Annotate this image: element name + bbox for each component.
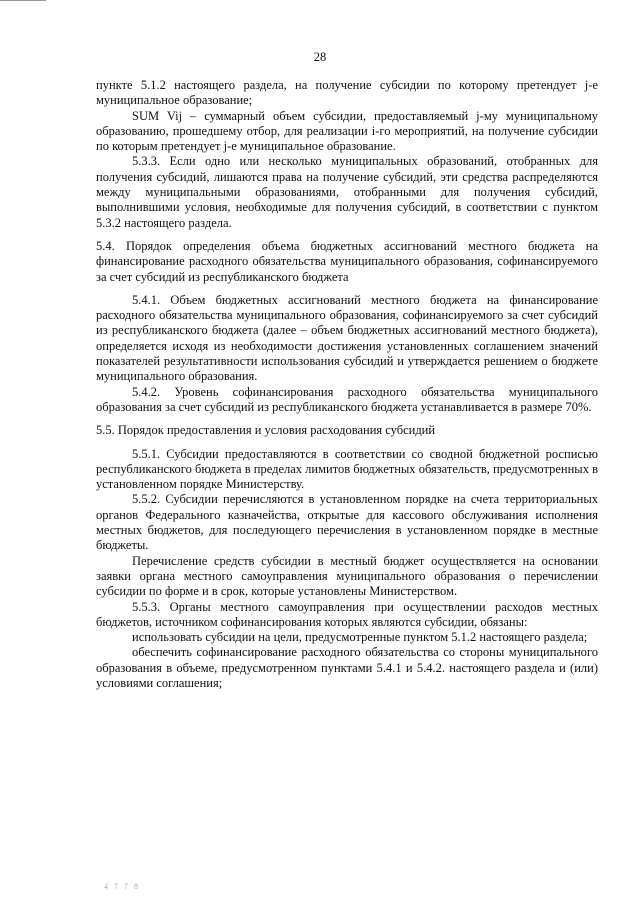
paragraph-transfer: Перечисление средств субсидии в местный бюджет осуществляется на основании заявки органа местного самоуправления муниципального образования о перечислении субсидии по форме и в срок, которые установлены Министерством. [96,553,598,599]
list-item-use-subsidies: использовать субсидии на цели, предусмотренные пунктом 5.1.2 настоящего раздела; [132,630,588,645]
paragraph-5-5-2: 5.5.2. Субсидии перечисляются в установленном порядке на счета территориальных органов Федерального казначейства, открытые для кассового обслуживания исполнения местных бюджетов, для последующего перечисления в установленном порядке в местные бюджеты. [96,492,598,553]
paragraph-continuation: пункте 5.1.2 настоящего раздела, на получение субсидии по которому претендует j-е муниципальное образование; [96,78,598,108]
paragraph-5-3-3: 5.3.3. Если одно или несколько муниципальных образований, отобранных для получения субсидий, лишаются права на получение субсидий, эти средства распределяются между муниципальными образованиями, отобранными для получения субсидий, выполнившими условия, необходимые для получения субсидий, в соответствии с пунктом 5.3.2 настоящего раздела. [96,154,598,230]
list-item-cofinancing: обеспечить софинансирование расходного обязательства со стороны муниципального образования в объеме, предусмотренном пунктами 5.4.1 и 5.4.2. настоящего раздела и (или) условиями соглашения; [96,645,598,690]
paragraph-5-4-1: 5.4.1. Объем бюджетных ассигнований местного бюджета на финансирование расходного обязательства муниципального образования, софинансируемого за счет субсидий из республиканского бюджета (далее – объем бюджетных ассигнований местного бюджета), определяется исходя из необходимости достижения установленных соглашением значений показателей результативности использования субсидий и утверждается решением о бюджете муниципального образования. [96,292,598,384]
paragraph-5-5-3: 5.5.3. Органы местного самоуправления при осуществлении расходов местных бюджетов, источником софинансирования которых являются субсидии, обязаны: [96,599,598,629]
section-heading-5-5: 5.5. Порядок предоставления и условия расходования субсидий [96,423,436,438]
paragraph-5-5-1: 5.5.1. Субсидии предоставляются в соответствии со сводной бюджетной росписью республиканского бюджета в пределах лимитов бюджетных обязательств, предусмотренных в установленном порядке Министерству. [96,446,598,492]
footer-scan-mark: 4 7 7 8 [104,882,140,891]
paragraph-sum-definition: SUM Vij – суммарный объем субсидии, предоставляемый j-му муниципальному образованию, прошедшему отбор, для реализации i-го мероприятий, на получение субсидии по которым претендует j-е муниципальное образование. [96,108,598,154]
section-heading-5-4: 5.4. Порядок определения объема бюджетных ассигнований местного бюджета на финансирование расходного обязательства муниципального образования, софинансируемого за счет субсидий из республиканского бюджета [96,238,598,284]
paragraph-5-4-2: 5.4.2. Уровень софинансирования расходного обязательства муниципального образования за счет субсидий из республиканского бюджета устанавливается в размере 70%. [96,384,598,414]
scan-edge-mark [0,0,46,5]
document-body [96,78,598,691]
page-number: 28 [313,50,327,64]
